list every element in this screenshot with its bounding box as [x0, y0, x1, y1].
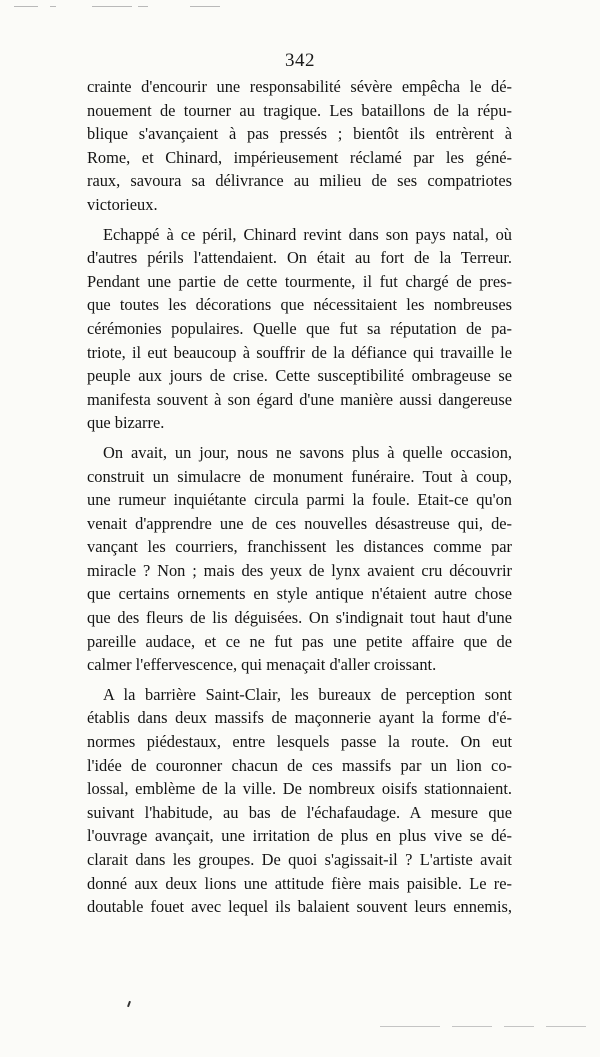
text-line: pareille audace, et ce ne fut pas une petite affaire que de — [87, 631, 512, 651]
text-line: l'idée de couronner chacun de ces massifs par un lion co- — [87, 755, 512, 775]
body-text — [87, 75, 512, 925]
text-line: nouement de tourner au tragique. Les bataillons de la répu- — [87, 100, 512, 120]
text-line: d'autres périls l'attendaient. On était au fort de la Terreur. — [87, 248, 512, 268]
text-line: vançant les courriers, franchissent les distances comme par — [87, 537, 512, 557]
paragraph-2 — [87, 223, 512, 435]
text-line: établis dans deux massifs de maçonnerie ayant la forme d'é- — [87, 708, 512, 728]
text-line: venait d'apprendre une de ces nouvelles désastreuse qui, de- — [87, 513, 512, 533]
text-line: l'ouvrage avançait, une irritation de plus en plus vive se dé- — [87, 826, 512, 846]
text-line: clarait dans les groupes. De quoi s'agissait-il ? L'artiste avait — [87, 850, 512, 869]
text-line: peuple aux jours de crise. Cette susceptibilité ombrageuse se — [87, 366, 512, 386]
paragraph-4 — [87, 683, 512, 919]
text-line: construit un simulacre de monument funéraire. Tout à coup, — [87, 466, 512, 486]
bottom-edge-scan-marks — [380, 1026, 600, 1028]
text-line: raux, savoura sa délivrance au milieu de ses compatriotes — [87, 171, 512, 191]
text-line: victorieux. — [87, 194, 158, 214]
text-line: doutable fouet avec lequel ils balaient souvent leurs ennemis, — [87, 897, 512, 917]
page-number: 342 — [285, 50, 315, 71]
text-line: que toutes les décorations que nécessitaient les nombreuses — [87, 295, 512, 315]
text-line: A la barrière Saint-Clair, les bureaux de perception sont — [103, 684, 512, 704]
text-line: lossal, emblème de la ville. De nombreux oisifs stationnaient. — [87, 779, 512, 799]
text-line: une rumeur inquiétante circula parmi la foule. Etait-ce qu'on — [87, 490, 512, 510]
text-line: cérémonies populaires. Quelle que fut sa réputation de pa- — [87, 318, 512, 338]
text-line: calmer l'effervescence, qui menaçait d'aller croissant. — [87, 655, 437, 675]
text-line: donné aux deux lions une attitude fière mais paisible. Le re- — [87, 873, 512, 893]
paragraph-1 — [87, 75, 512, 217]
text-line: que bizarre. — [87, 413, 165, 433]
text-line: que certains ornements en style antique n'étaient autre chose — [87, 584, 512, 604]
ink-speck — [127, 1001, 131, 1007]
text-line: normes piédestaux, entre lesquels passe la route. On eut — [87, 732, 512, 752]
text-line: triote, il eut beaucoup à souffrir de la défiance qui travaille le — [87, 342, 512, 362]
text-line: que des fleurs de lis déguisées. On s'indignait tout haut d'une — [87, 608, 512, 628]
text-line: Pendant une partie de cette tourmente, il fut chargé de pres- — [87, 271, 512, 291]
text-line: On avait, un jour, nous ne savons plus à quelle occasion, — [103, 442, 512, 462]
paragraph-3 — [87, 441, 512, 677]
text-line: crainte d'encourir une responsabilité sévère empêcha le dé- — [87, 77, 512, 96]
text-line: blique s'avançaient à pas pressés ; bientôt ils entrèrent à — [87, 124, 512, 144]
text-line: manifesta souvent à son égard d'une manière aussi dangereuse — [87, 389, 512, 409]
text-line: miracle ? Non ; mais des yeux de lynx avaient cru découvrir — [87, 560, 512, 580]
text-line: Rome, et Chinard, impérieusement réclamé par les géné- — [87, 147, 512, 167]
text-line: suivant l'habitude, au bas de l'échafaudage. A mesure que — [87, 802, 512, 822]
top-edge-scan-marks — [0, 6, 600, 8]
text-line: Echappé à ce péril, Chinard revint dans son pays natal, où — [103, 224, 512, 244]
